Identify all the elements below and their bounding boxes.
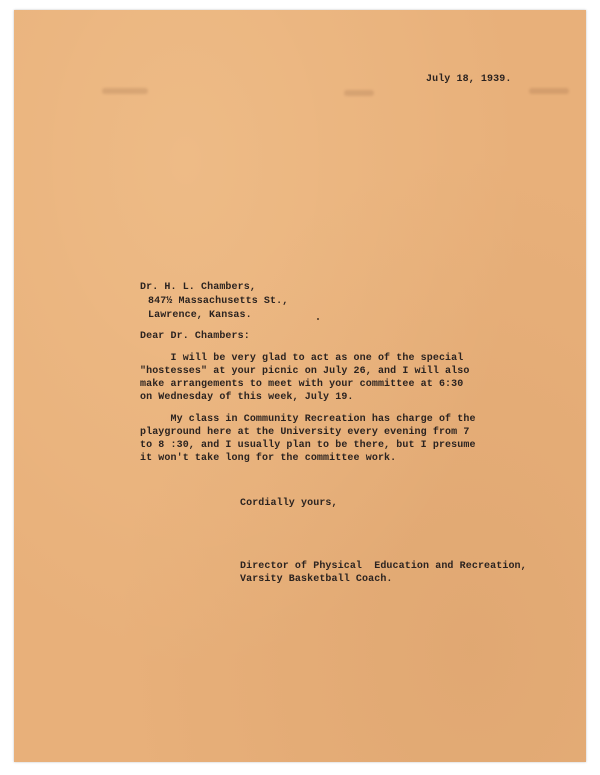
letter-page <box>14 10 586 762</box>
recipient-city: Lawrence, Kansas. <box>148 310 252 321</box>
paragraph-line: to 8 :30, and I usually plan to be there, but I presume <box>140 440 476 451</box>
signature-title-line: Varsity Basketball Coach. <box>240 574 393 585</box>
closing: Cordially yours, <box>240 498 338 509</box>
paper-speck <box>317 318 319 320</box>
paragraph-line: on Wednesday of this week, July 19. <box>140 392 354 403</box>
recipient-name: Dr. H. L. Chambers, <box>140 282 256 293</box>
letter-date: July 18, 1939. <box>426 74 512 85</box>
paragraph-line: make arrangements to meet with your committee at 6:30 <box>140 379 464 390</box>
paragraph-line: "hostesses" at your picnic on July 26, and I will also <box>140 366 470 377</box>
paragraph-line: playground here at the University every evening from 7 <box>140 427 470 438</box>
signature-title-line: Director of Physical Education and Recreation, <box>240 561 527 572</box>
show-through-mark <box>344 90 374 96</box>
show-through-mark <box>102 88 148 94</box>
paragraph-line: My class in Community Recreation has charge of the <box>140 414 476 425</box>
paragraph-line: I will be very glad to act as one of the special <box>140 353 464 364</box>
recipient-street: 847½ Massachusetts St., <box>148 296 289 307</box>
paragraph-line: it won't take long for the committee work. <box>140 453 397 464</box>
show-through-mark <box>529 88 569 94</box>
salutation: Dear Dr. Chambers: <box>140 331 250 342</box>
